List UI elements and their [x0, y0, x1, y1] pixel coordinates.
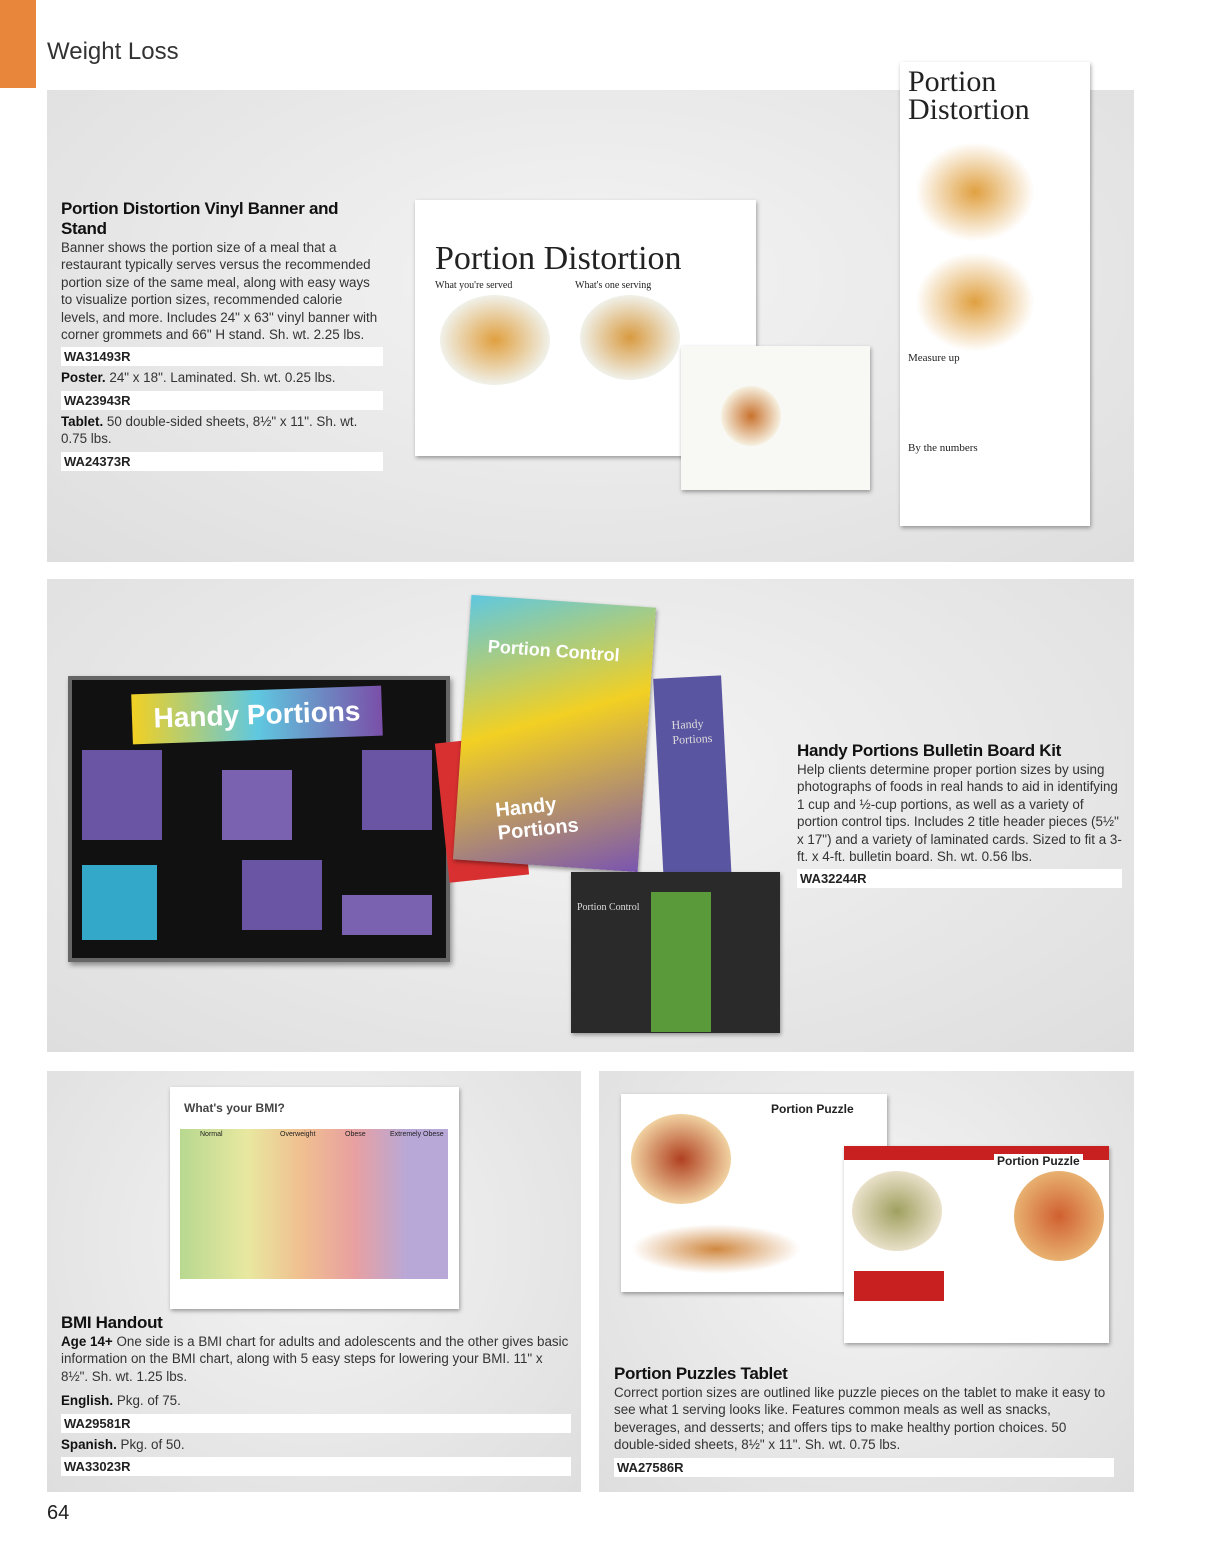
option-label: Tablet.	[61, 413, 104, 429]
product-title: Portion Distortion Vinyl Banner and Stand	[61, 199, 339, 238]
product-info	[614, 1364, 1114, 1480]
chart-title: What's your BMI?	[184, 1101, 285, 1115]
option-label: English.	[61, 1393, 114, 1409]
product-description: Banner shows the portion size of a meal that a restaurant typically serves versus the recommended portion size of the same meal, along with easy ways to visualize portion sizes, recommended calorie levels, and more. Includes 24" x 63" vinyl banner with corner grommets and 66" H stand. Sh. wt. 2.25 lbs.	[61, 240, 378, 343]
section-tab	[0, 0, 36, 88]
product-description: Correct portion sizes are outlined like puzzle pieces on the tablet to make it easy to see what 1 serving looks like. Features common meals as well as snacks, beverages, and desserts; and offers tips to make healthy portion choices. 50 double-sided sheets, 8½" x 11". Sh. wt. 0.75 lbs.	[614, 1385, 1106, 1453]
sheet-title: Portion Puzzle	[994, 1154, 1083, 1168]
meal-photo	[440, 295, 550, 385]
page-number: 64	[47, 1502, 70, 1524]
food-photo	[631, 1114, 731, 1204]
board-card	[362, 750, 432, 830]
sku: WA33023R	[61, 1457, 571, 1476]
board-card	[82, 865, 157, 940]
board-card	[242, 860, 322, 930]
poster-label: What you're served	[435, 280, 513, 291]
food-photo	[854, 1271, 944, 1301]
sku: WA31493R	[61, 347, 383, 366]
poster-title: Portion Control	[487, 636, 621, 666]
brochure-title: Handy Portions	[671, 716, 713, 748]
sku: WA24373R	[61, 452, 383, 471]
food-photo	[721, 386, 781, 446]
poster-image	[453, 595, 656, 872]
section-title: Weight Loss	[47, 38, 179, 65]
option-text: 24" x 18". Laminated. Sh. wt. 0.25 lbs.	[105, 370, 336, 386]
food-photo	[852, 1171, 942, 1251]
sheet-title: Portion Puzzle	[771, 1102, 854, 1116]
poster-title: Handy Portions	[494, 793, 580, 845]
product-panel-portion-puzzles	[599, 1071, 1134, 1492]
option-label: Poster.	[61, 370, 106, 386]
board-card	[82, 750, 162, 840]
bulletin-board-image	[68, 676, 450, 962]
product-info	[61, 1313, 571, 1479]
column-header: Normal	[200, 1131, 223, 1138]
board-card	[342, 895, 432, 935]
option	[61, 1392, 571, 1409]
option	[61, 369, 383, 386]
product-title: BMI Handout	[61, 1313, 163, 1332]
product-description	[61, 1333, 571, 1385]
option-text: 50 double-sided sheets, 8½" x 11". Sh. wt. 0.75 lbs.	[61, 413, 358, 447]
column-header: Obese	[345, 1131, 366, 1138]
tablet-title: Portion Control	[577, 902, 640, 913]
product-description: Help clients determine proper portion sizes by using photographs of foods in real hands to aid in identifying 1 cup and ½-cup portions, as well as a variety of portion control tips. Includes 2 title header pieces (5½" x 17") and a variety of laminated cards. Sized to fit a 3-ft. x 4-ft. bulletin board. Sh. wt. 0.56 lbs.	[797, 762, 1122, 865]
age-label: Age 14+	[61, 1334, 113, 1349]
column-header: Overweight	[280, 1131, 316, 1138]
sku: WA29581R	[61, 1414, 571, 1433]
food-photo	[631, 1224, 801, 1274]
meal-photo	[915, 252, 1035, 352]
tablet-image	[681, 346, 870, 490]
option	[61, 1436, 571, 1453]
option-text: Pkg. of 50.	[116, 1436, 185, 1452]
tablet-image	[571, 872, 780, 1033]
meal-photo	[580, 295, 680, 380]
board-card	[222, 770, 292, 840]
bmi-handout-image	[170, 1087, 459, 1309]
tablet-sheet-image	[844, 1146, 1109, 1343]
brochure-image	[653, 675, 733, 903]
meal-photo	[915, 142, 1035, 242]
poster-title: Portion Distortion	[435, 240, 682, 277]
banner-stand-image	[900, 62, 1090, 526]
product-panel-handy-portions	[47, 579, 1134, 1052]
product-info	[797, 741, 1122, 891]
sku: WA23943R	[61, 391, 383, 410]
tablet-strip	[651, 892, 711, 1032]
description-text: One side is a BMI chart for adults and adolescents and the other gives basic information on the BMI chart, along with 5 easy steps for lowering your BMI. 11" x 8½". Sh. wt. 1.25 lbs.	[61, 1334, 569, 1384]
product-title: Portion Puzzles Tablet	[614, 1364, 788, 1383]
sku: WA27586R	[614, 1458, 1114, 1477]
column-header: Extremely Obese	[390, 1131, 444, 1138]
product-panel-bmi-handout	[47, 1071, 581, 1492]
product-info	[61, 199, 383, 474]
board-header: Handy Portions	[131, 686, 383, 745]
bmi-table	[180, 1129, 448, 1279]
banner-title: Portion Distortion	[908, 65, 1030, 126]
poster-label: What's one serving	[575, 280, 652, 291]
sku: WA32244R	[797, 869, 1122, 888]
option	[61, 413, 383, 448]
pizza-photo	[1014, 1171, 1104, 1261]
product-title: Handy Portions Bulletin Board Kit	[797, 741, 1062, 760]
banner-label: By the numbers	[908, 442, 978, 454]
product-panel-portion-distortion	[47, 65, 1134, 562]
banner-label: Measure up	[908, 352, 960, 364]
option-label: Spanish.	[61, 1436, 117, 1452]
option-text: Pkg. of 75.	[113, 1393, 181, 1409]
